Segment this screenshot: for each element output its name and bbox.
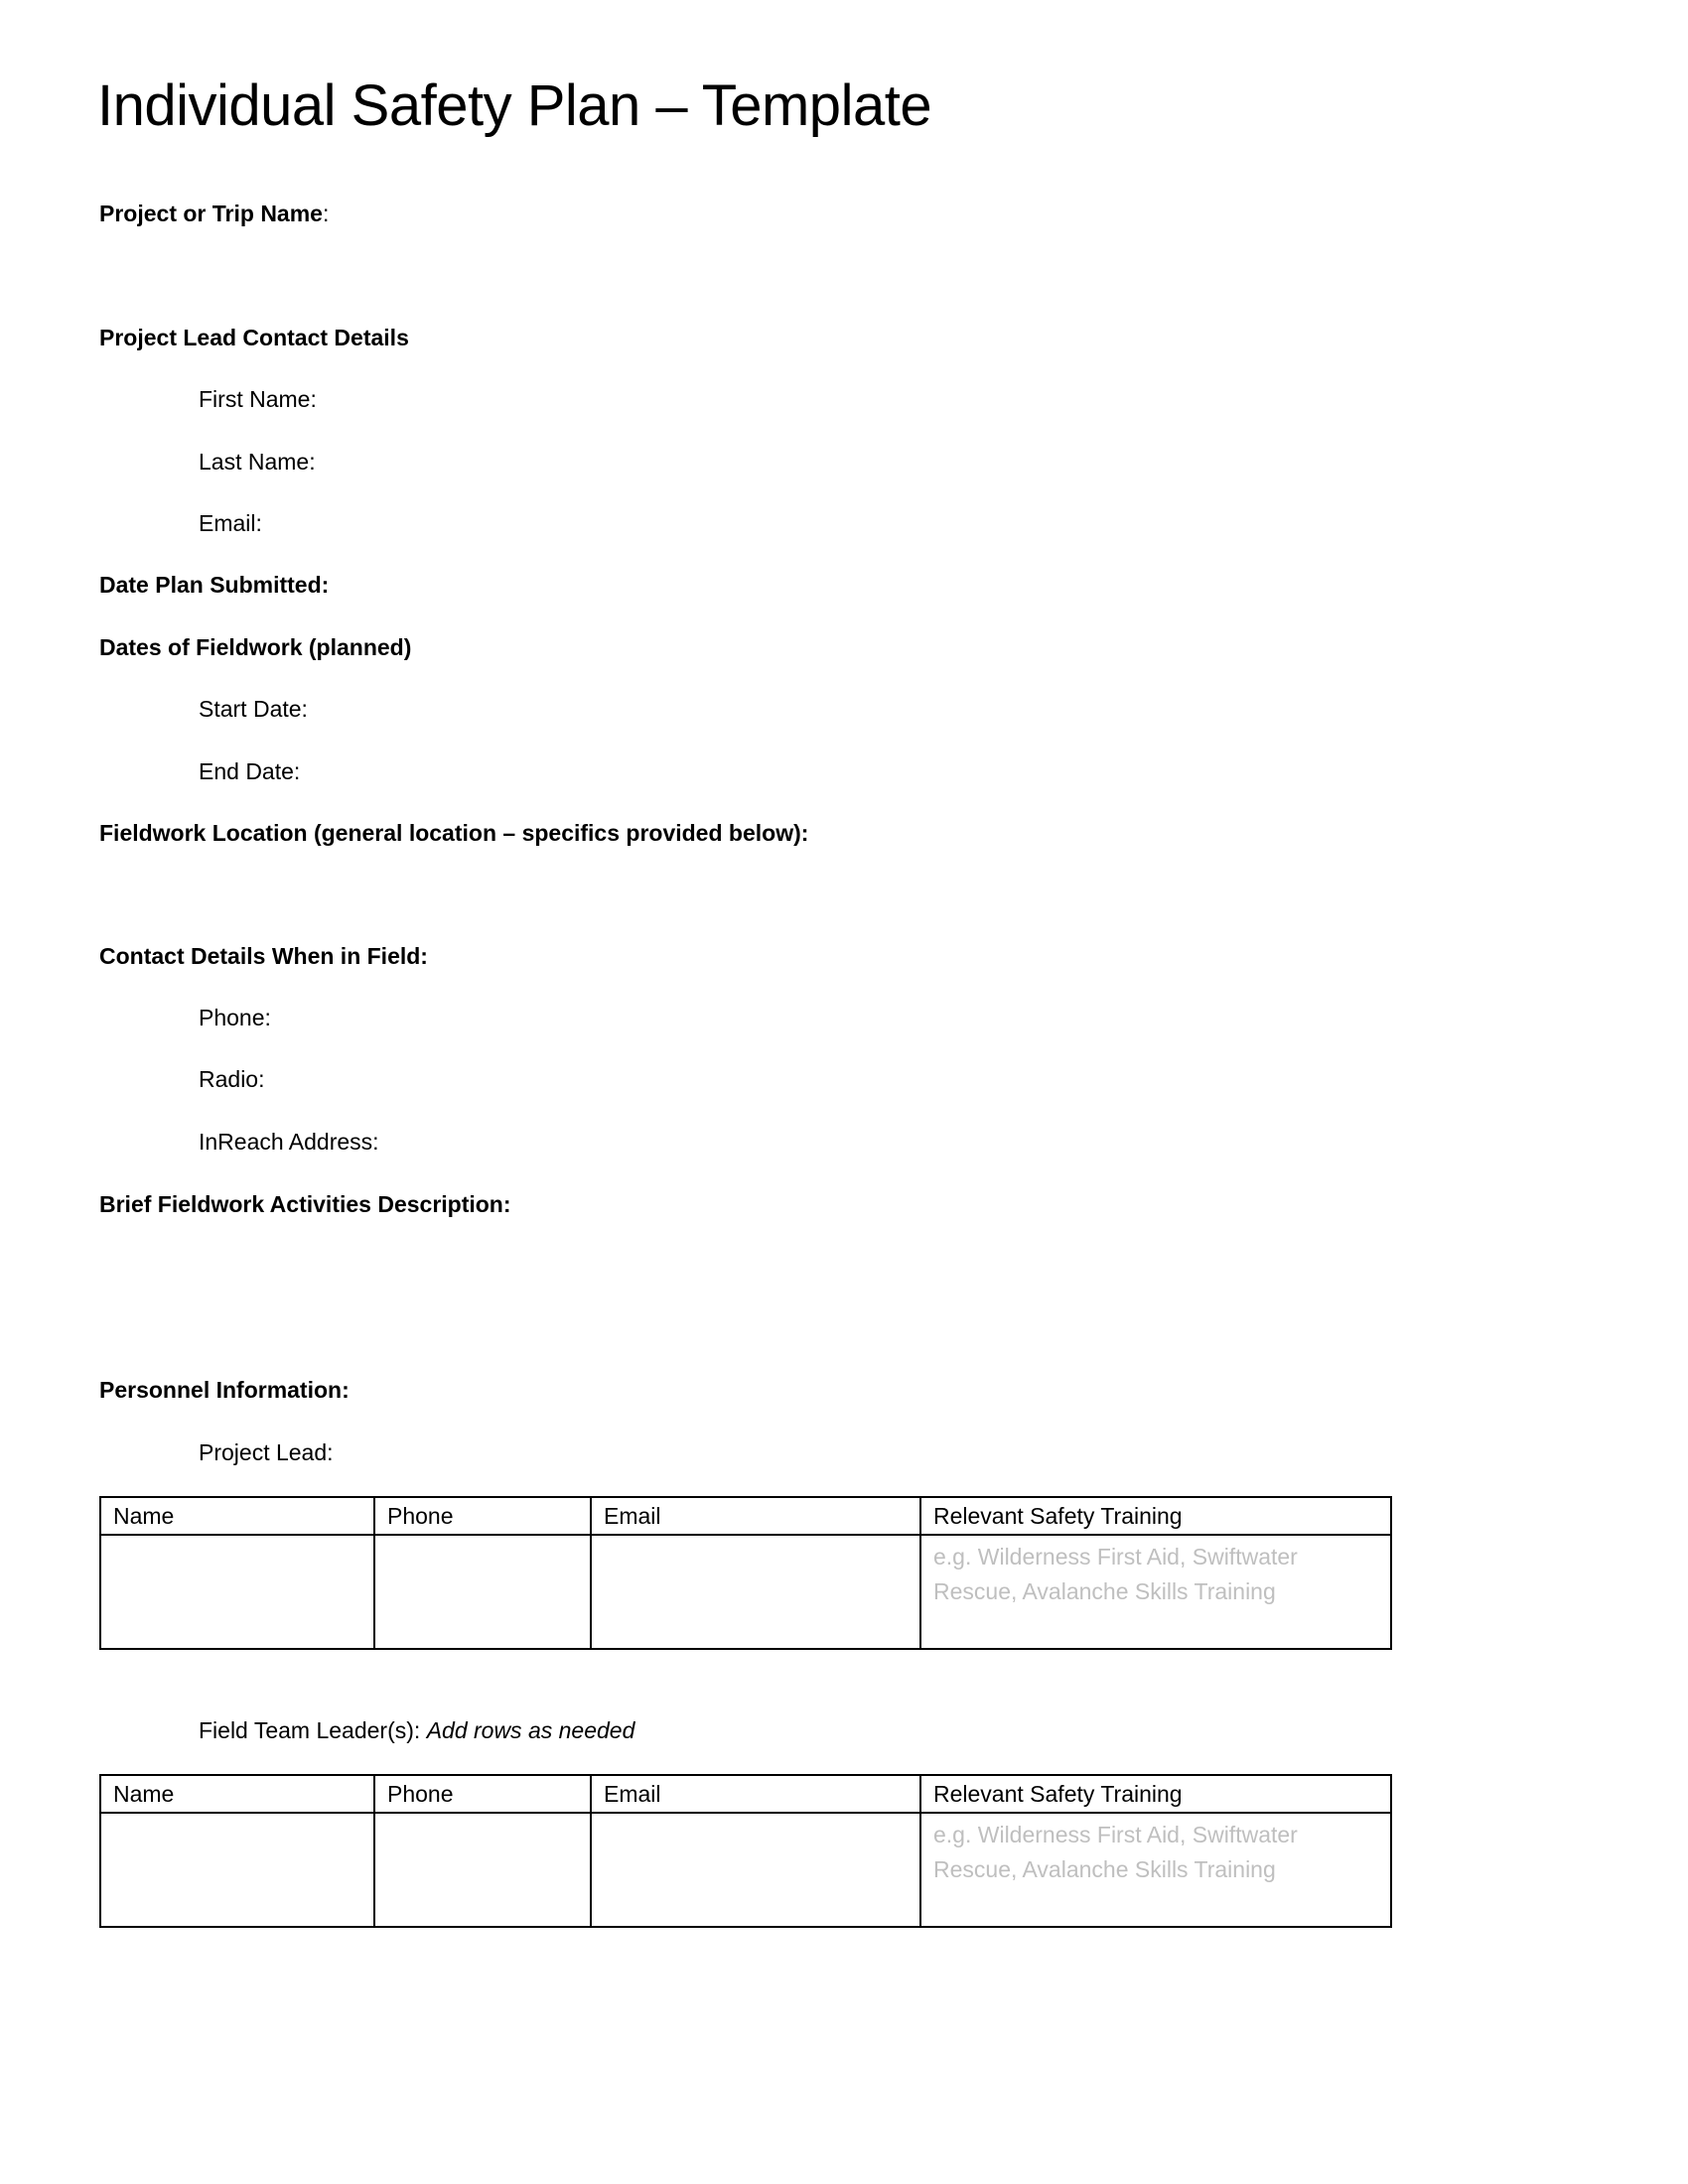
header-phone: Phone — [374, 1497, 591, 1535]
fieldwork-location-label: Fieldwork Location (general location – specifics provided below): — [99, 820, 809, 846]
training-cell[interactable]: e.g. Wilderness First Aid, Swiftwater Rescue, Avalanche Skills Training — [920, 1535, 1391, 1649]
dates-of-fieldwork-heading: Dates of Fieldwork (planned) — [99, 634, 412, 660]
phone-cell[interactable] — [374, 1535, 591, 1649]
project-lead-label: Project Lead: — [199, 1439, 334, 1465]
end-date-label: End Date: — [199, 758, 301, 784]
project-trip-name-colon: : — [322, 201, 330, 226]
table-row — [100, 1813, 1391, 1927]
table-row — [100, 1535, 1391, 1649]
header-phone: Phone — [374, 1775, 591, 1813]
activities-description-label: Brief Fieldwork Activities Description: — [99, 1191, 511, 1217]
project-trip-name-label — [99, 191, 329, 236]
name-cell[interactable] — [100, 1535, 374, 1649]
project-trip-name-text: Project or Trip Name — [99, 201, 323, 226]
phone-cell[interactable] — [374, 1813, 591, 1927]
start-date-label: Start Date: — [199, 696, 308, 722]
inreach-address-label: InReach Address: — [199, 1129, 379, 1155]
field-team-leaders-label — [199, 1707, 634, 1753]
name-cell[interactable] — [100, 1813, 374, 1927]
training-cell[interactable]: e.g. Wilderness First Aid, Swiftwater Rescue, Avalanche Skills Training — [920, 1813, 1391, 1927]
lead-contact-details-heading: Project Lead Contact Details — [99, 325, 409, 350]
header-name: Name — [100, 1775, 374, 1813]
header-safety-training: Relevant Safety Training — [920, 1775, 1391, 1813]
field-team-leaders-text: Field Team Leader(s): — [199, 1717, 421, 1743]
header-safety-training: Relevant Safety Training — [920, 1497, 1391, 1535]
email-cell[interactable] — [591, 1535, 920, 1649]
table-header-row — [100, 1775, 1391, 1813]
add-rows-note: Add rows as needed — [426, 1717, 635, 1743]
radio-label: Radio: — [199, 1066, 265, 1092]
personnel-information-heading: Personnel Information: — [99, 1377, 350, 1403]
header-name: Name — [100, 1497, 374, 1535]
header-email: Email — [591, 1497, 920, 1535]
project-lead-table — [99, 1496, 1392, 1650]
date-plan-submitted-label: Date Plan Submitted: — [99, 572, 330, 598]
last-name-label: Last Name: — [199, 449, 316, 475]
header-email: Email — [591, 1775, 920, 1813]
phone-label: Phone: — [199, 1005, 271, 1030]
first-name-label: First Name: — [199, 386, 317, 412]
field-team-table — [99, 1774, 1392, 1928]
email-label: Email: — [199, 510, 262, 536]
email-cell[interactable] — [591, 1813, 920, 1927]
document-title: Individual Safety Plan – Template — [97, 73, 932, 138]
table-header-row — [100, 1497, 1391, 1535]
contact-in-field-heading: Contact Details When in Field: — [99, 943, 428, 969]
